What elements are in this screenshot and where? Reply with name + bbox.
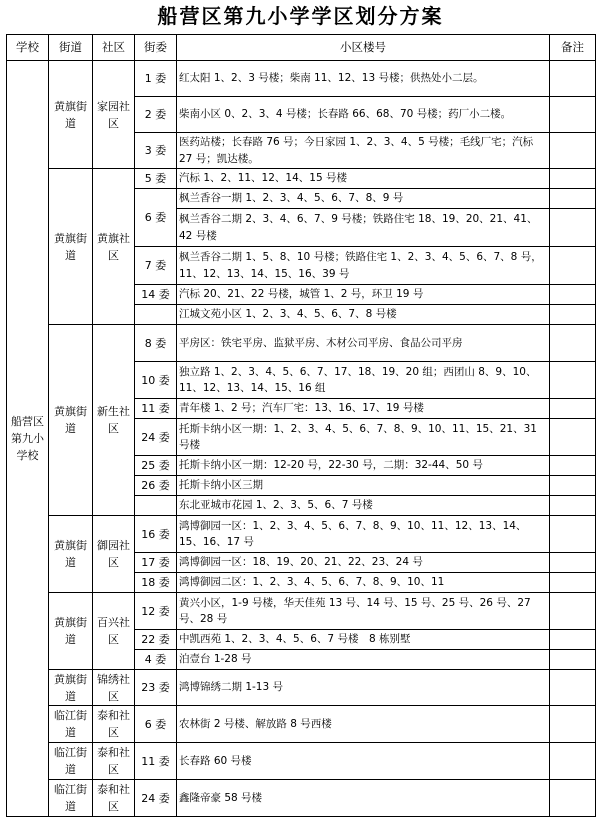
- community-cell: 御园社区: [93, 516, 135, 593]
- remark-cell: [550, 285, 596, 305]
- committee-cell: 11 委: [135, 399, 177, 419]
- committee-cell: 17 委: [135, 553, 177, 573]
- table-row: [7, 670, 596, 706]
- school-cell: 船营区第九小学校: [7, 61, 49, 817]
- address-cell: 农林街 2 号楼、解放路 8 号西楼: [177, 706, 550, 743]
- community-cell: 泰和社区: [93, 743, 135, 780]
- remark-cell: [550, 247, 596, 285]
- remark-cell: [550, 706, 596, 743]
- committee-cell: [135, 496, 177, 516]
- address-cell: 鑫隆帝豪 58 号楼: [177, 780, 550, 817]
- remark-cell: [550, 209, 596, 247]
- address-cell: 中凯西苑 1、2、3、4、5、6、7 号楼 8 栋别墅: [177, 630, 550, 650]
- remark-cell: [550, 630, 596, 650]
- remark-cell: [550, 133, 596, 169]
- address-cell: 长春路 60 号楼: [177, 743, 550, 780]
- remark-cell: [550, 362, 596, 399]
- remark-cell: [550, 325, 596, 362]
- address-cell: 枫兰香谷二期 2、3、4、6、7、9 号楼；铁路住宅 18、19、20、21、41、42 号楼: [177, 209, 550, 247]
- address-cell: 柴南小区 0、2、3、4 号楼；长春路 66、68、70 号楼；药厂小二楼。: [177, 97, 550, 133]
- committee-cell: 22 委: [135, 630, 177, 650]
- address-cell: 枫兰香谷二期 1、5、8、10 号楼；铁路住宅 1、2、3、4、5、6、7、8 号，11、12、13、14、15、16、39 号: [177, 247, 550, 285]
- remark-cell: [550, 61, 596, 97]
- committee-cell: 10 委: [135, 362, 177, 399]
- address-cell: 独立路 1、2、3、4、5、6、7、17、18、19、20 组；西团山 8、9、10、11、12、13、14、15、16 组: [177, 362, 550, 399]
- table-row: [7, 706, 596, 743]
- remark-cell: [550, 476, 596, 496]
- remark-cell: [550, 97, 596, 133]
- address-cell: 平房区：铁宅平房、监狱平房、木材公司平房、食品公司平房: [177, 325, 550, 362]
- table-row: [7, 169, 596, 189]
- committee-cell: 8 委: [135, 325, 177, 362]
- street-cell: 临江街道: [49, 706, 93, 743]
- table-row: [7, 325, 596, 362]
- remark-cell: [550, 399, 596, 419]
- district-table: [6, 34, 596, 817]
- address-cell: 汽标 1、2、11、12、14、15 号楼: [177, 169, 550, 189]
- community-cell: 泰和社区: [93, 706, 135, 743]
- header-community: 社区: [93, 35, 135, 61]
- address-cell: 医药站楼；长春路 76 号；今日家园 1、2、3、4、5 号楼；毛线厂宅；汽标 27 号；凯达楼。: [177, 133, 550, 169]
- committee-cell: 1 委: [135, 61, 177, 97]
- street-cell: 黄旗街道: [49, 516, 93, 593]
- remark-cell: [550, 419, 596, 456]
- remark-cell: [550, 189, 596, 209]
- address-cell: 鸿博锦绣二期 1-13 号: [177, 670, 550, 706]
- remark-cell: [550, 780, 596, 817]
- table-row: [7, 780, 596, 817]
- committee-cell: 4 委: [135, 650, 177, 670]
- committee-cell: 25 委: [135, 456, 177, 476]
- table-row: [7, 593, 596, 630]
- remark-cell: [550, 456, 596, 476]
- address-cell: 托斯卡纳小区一期：1、2、3、4、5、6、7、8、9、10、11、15、21、31 号楼: [177, 419, 550, 456]
- address-cell: 汽标 20、21、22 号楼，城管 1、2 号，环卫 19 号: [177, 285, 550, 305]
- address-cell: 红太阳 1、2、3 号楼；柴南 11、12、13 号楼；供热处小二层。: [177, 61, 550, 97]
- table-row: [7, 743, 596, 780]
- header-address: 小区楼号: [177, 35, 550, 61]
- header-committee: 街委: [135, 35, 177, 61]
- address-cell: 鸿博御园一区：1、2、3、4、5、6、7、8、9、10、11、12、13、14、15、16、17 号: [177, 516, 550, 553]
- address-cell: 托斯卡纳小区一期：12-20 号，22-30 号，二期：32-44、50 号: [177, 456, 550, 476]
- street-cell: 黄旗街道: [49, 61, 93, 169]
- address-cell: 托斯卡纳小区三期: [177, 476, 550, 496]
- remark-cell: [550, 670, 596, 706]
- remark-cell: [550, 496, 596, 516]
- address-cell: 东北亚城市花园 1、2、3、5、6、7 号楼: [177, 496, 550, 516]
- committee-cell: [135, 305, 177, 325]
- committee-cell: 16 委: [135, 516, 177, 553]
- community-cell: 百兴社区: [93, 593, 135, 670]
- address-cell: 鸿博御园二区：1、2、3、4、5、6、7、8、9、10、11: [177, 573, 550, 593]
- street-cell: 黄旗街道: [49, 670, 93, 706]
- header-remark: 备注: [550, 35, 596, 61]
- header-row: [7, 35, 596, 61]
- committee-cell: 12 委: [135, 593, 177, 630]
- address-cell: 江城文苑小区 1、2、3、4、5、6、7、8 号楼: [177, 305, 550, 325]
- remark-cell: [550, 743, 596, 780]
- community-cell: 家园社区: [93, 61, 135, 169]
- community-cell: 黄旗社区: [93, 169, 135, 325]
- committee-cell: 2 委: [135, 97, 177, 133]
- committee-cell: 5 委: [135, 169, 177, 189]
- header-school: 学校: [7, 35, 49, 61]
- committee-cell: 23 委: [135, 670, 177, 706]
- committee-cell: 14 委: [135, 285, 177, 305]
- table-row: [7, 61, 596, 97]
- remark-cell: [550, 169, 596, 189]
- remark-cell: [550, 516, 596, 553]
- address-cell: 枫兰香谷一期 1、2、3、4、5、6、7、8、9 号: [177, 189, 550, 209]
- table-row: [7, 516, 596, 553]
- street-cell: 黄旗街道: [49, 325, 93, 516]
- street-cell: 黄旗街道: [49, 169, 93, 325]
- community-cell: 泰和社区: [93, 780, 135, 817]
- address-cell: 青年楼 1、2 号；汽车厂宅：13、16、17、19 号楼: [177, 399, 550, 419]
- committee-cell: 6 委: [135, 706, 177, 743]
- remark-cell: [550, 650, 596, 670]
- remark-cell: [550, 553, 596, 573]
- street-cell: 黄旗街道: [49, 593, 93, 670]
- remark-cell: [550, 593, 596, 630]
- street-cell: 临江街道: [49, 780, 93, 817]
- committee-cell: 7 委: [135, 247, 177, 285]
- community-cell: 锦绣社区: [93, 670, 135, 706]
- page-title: 船营区第九小学学区划分方案: [157, 4, 444, 28]
- header-street: 街道: [49, 35, 93, 61]
- committee-cell: 24 委: [135, 419, 177, 456]
- address-cell: 黄兴小区，1-9 号楼，华天佳苑 13 号、14 号、15 号、25 号、26 号、27 号、28 号: [177, 593, 550, 630]
- address-cell: 泊壹台 1-28 号: [177, 650, 550, 670]
- committee-cell: 26 委: [135, 476, 177, 496]
- street-cell: 临江街道: [49, 743, 93, 780]
- committee-cell: 3 委: [135, 133, 177, 169]
- committee-cell: 11 委: [135, 743, 177, 780]
- committee-cell: 24 委: [135, 780, 177, 817]
- community-cell: 新生社区: [93, 325, 135, 516]
- committee-cell: 18 委: [135, 573, 177, 593]
- committee-cell: 6 委: [135, 189, 177, 247]
- remark-cell: [550, 573, 596, 593]
- address-cell: 鸿博御园一区：18、19、20、21、22、23、24 号: [177, 553, 550, 573]
- remark-cell: [550, 305, 596, 325]
